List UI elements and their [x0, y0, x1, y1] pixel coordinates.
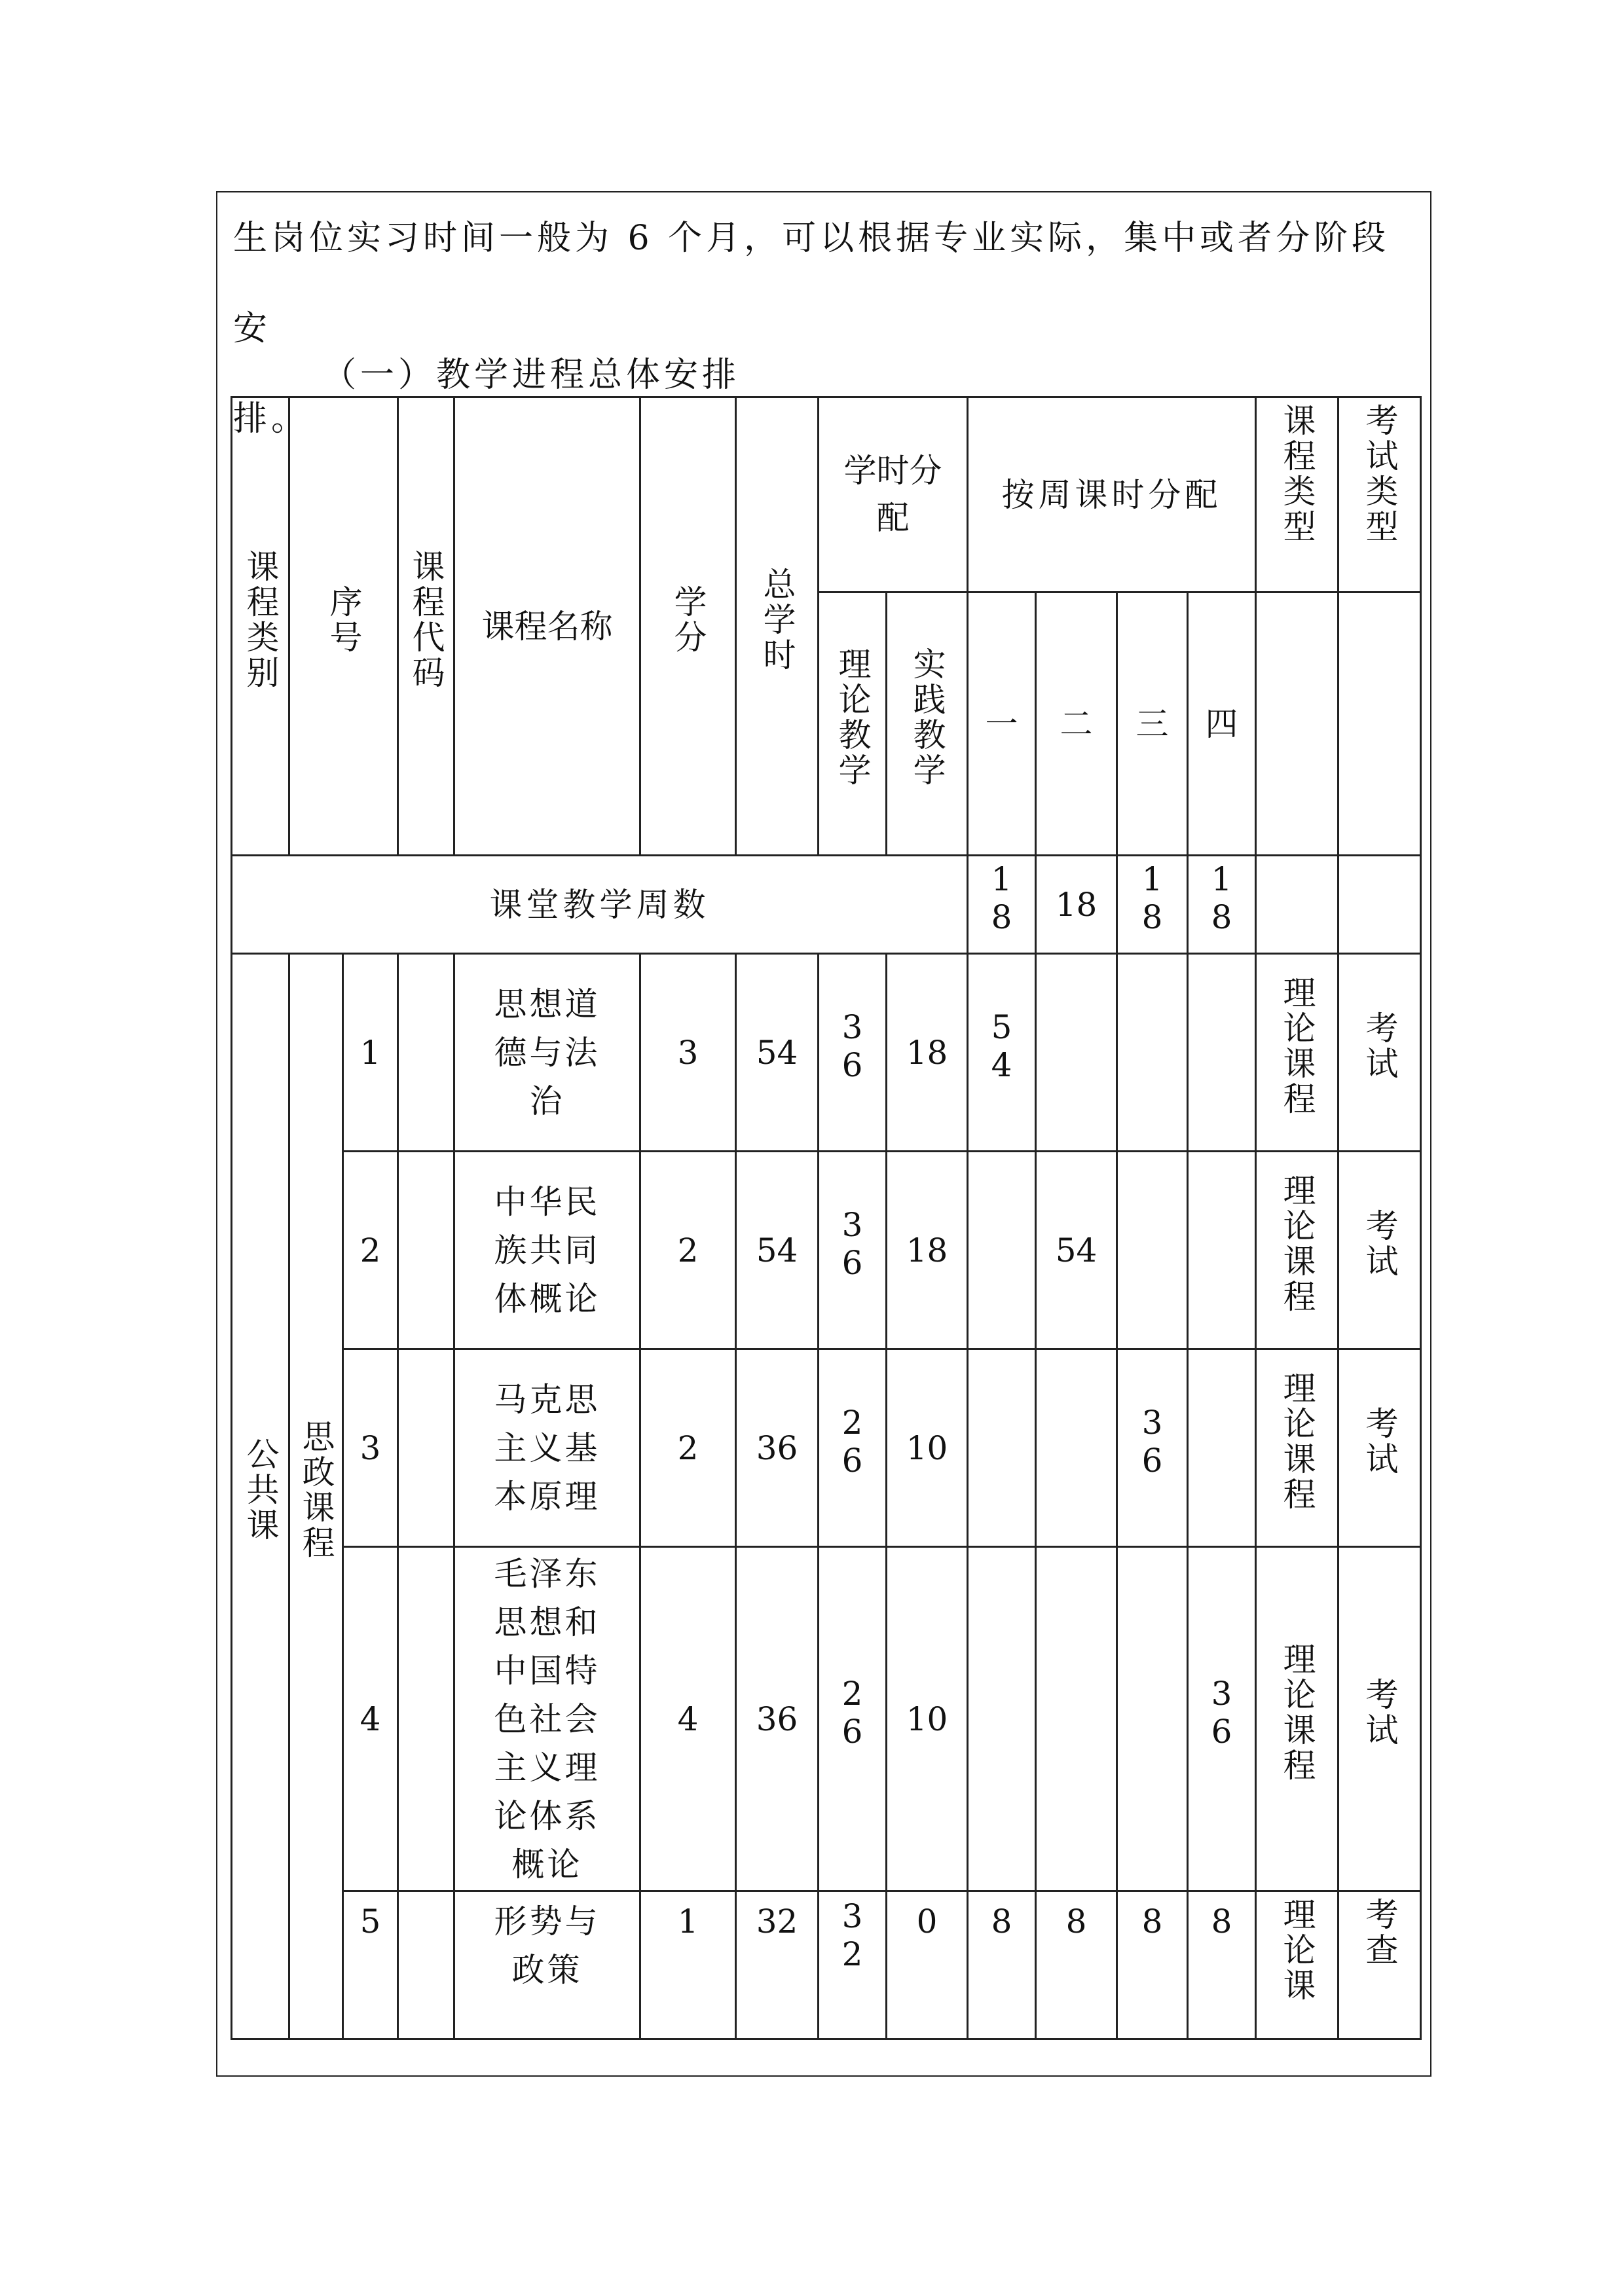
section-title: （一）教学进程总体安排: [322, 355, 741, 395]
subgroup-cell: 思政课程: [289, 954, 343, 2039]
header-practice: 实践教学: [887, 592, 968, 856]
weeks-exam-empty: [1338, 856, 1421, 954]
table-row: [232, 1349, 1421, 1547]
row-credit: 2: [640, 1152, 736, 1349]
weeks-sem-2: 18: [1036, 856, 1117, 954]
row-credit: 1: [640, 1891, 736, 2039]
row-sem-2: [1036, 954, 1117, 1152]
row-course-type: 理论课: [1256, 1891, 1338, 2039]
weeks-row: [232, 856, 1421, 954]
row-seq: 2: [343, 1152, 398, 1349]
row-total: 36: [736, 1349, 819, 1547]
row-sem-1: [968, 1152, 1036, 1349]
row-seq: 1: [343, 954, 398, 1152]
row-name: 毛泽东思想和中国特色社会主义理论体系概论: [454, 1547, 640, 1891]
weeks-sem-4: 18: [1188, 856, 1256, 954]
row-total: 32: [736, 1891, 819, 2039]
row-sem-2: 8: [1036, 1891, 1117, 2039]
row-exam-type: 考试: [1338, 1152, 1421, 1349]
row-course-type: 理论课程: [1256, 1547, 1338, 1891]
row-sem-4: [1188, 1349, 1256, 1547]
group-cell: 公共课: [232, 954, 289, 2039]
table-row: [232, 1152, 1421, 1349]
header-credit: 学分: [640, 397, 736, 856]
row-credit: 3: [640, 954, 736, 1152]
header-exam-type: 考试类型: [1338, 397, 1421, 592]
row-theory: 26: [819, 1349, 887, 1547]
row-sem-1: 54: [968, 954, 1036, 1152]
header-exam-type-empty: [1338, 592, 1421, 856]
row-sem-3: 8: [1117, 1891, 1188, 2039]
header-name: 课程名称: [454, 397, 640, 856]
row-sem-1: [968, 1349, 1036, 1547]
row-sem-4: 8: [1188, 1891, 1256, 2039]
row-practice: 10: [887, 1349, 968, 1547]
row-practice: 18: [887, 954, 968, 1152]
teaching-schedule-table: [231, 396, 1422, 2040]
weeks-sem-1: 18: [968, 856, 1036, 954]
intro-line-2: 排。: [233, 399, 310, 439]
header-sem-2: 二: [1036, 592, 1117, 856]
row-total: 36: [736, 1547, 819, 1891]
row-total: 54: [736, 1152, 819, 1349]
row-course-type: 理论课程: [1256, 1152, 1338, 1349]
row-sem-1: [968, 1547, 1036, 1891]
row-sem-2: 54: [1036, 1152, 1117, 1349]
header-seq: 序号: [289, 397, 398, 856]
header-code: 课程代码: [398, 397, 454, 856]
row-sem-2: [1036, 1547, 1117, 1891]
weeks-label: 课堂教学周数: [232, 856, 968, 954]
header-sem-4: 四: [1188, 592, 1256, 856]
row-name: 形势与政策: [454, 1891, 640, 2039]
header-row-1: [232, 397, 1421, 592]
row-seq: 5: [343, 1891, 398, 2039]
header-sem-3: 三: [1117, 592, 1188, 856]
row-sem-3: 36: [1117, 1349, 1188, 1547]
header-course-type: 课程类型: [1256, 397, 1338, 592]
weeks-type-empty: [1256, 856, 1338, 954]
row-sem-4: [1188, 954, 1256, 1152]
row-total: 54: [736, 954, 819, 1152]
row-code: [398, 954, 454, 1152]
header-hour-split: 学时分配: [819, 397, 968, 592]
row-code: [398, 1891, 454, 2039]
table-row: [232, 1547, 1421, 1891]
row-practice: 0: [887, 1891, 968, 2039]
row-credit: 2: [640, 1349, 736, 1547]
row-sem-4: [1188, 1152, 1256, 1349]
row-exam-type: 考查: [1338, 1891, 1421, 2039]
weeks-sem-3: 18: [1117, 856, 1188, 954]
row-sem-2: [1036, 1349, 1117, 1547]
row-sem-3: [1117, 1152, 1188, 1349]
row-practice: 18: [887, 1152, 968, 1349]
header-weekly: 按周课时分配: [968, 397, 1256, 592]
intro-line-1: 生岗位实习时间一般为 6 个月，可以根据专业实际，集中或者分阶段安: [233, 219, 1390, 348]
row-exam-type: 考试: [1338, 1547, 1421, 1891]
row-theory: 36: [819, 1152, 887, 1349]
row-sem-3: [1117, 1547, 1188, 1891]
table-row: [232, 1891, 1421, 2039]
row-theory: 36: [819, 954, 887, 1152]
row-seq: 3: [343, 1349, 398, 1547]
row-sem-3: [1117, 954, 1188, 1152]
header-course-type-empty: [1256, 592, 1338, 856]
row-seq: 4: [343, 1547, 398, 1891]
row-exam-type: 考试: [1338, 954, 1421, 1152]
table-row: [232, 954, 1421, 1152]
row-theory: 32: [819, 1891, 887, 2039]
row-name: 思想道德与法治: [454, 954, 640, 1152]
header-sem-1: 一: [968, 592, 1036, 856]
header-total-hours: 总学时: [736, 397, 819, 856]
row-exam-type: 考试: [1338, 1349, 1421, 1547]
row-practice: 10: [887, 1547, 968, 1891]
row-sem-1: 8: [968, 1891, 1036, 2039]
row-name: 马克思主义基本原理: [454, 1349, 640, 1547]
row-credit: 4: [640, 1547, 736, 1891]
row-course-type: 理论课程: [1256, 954, 1338, 1152]
header-theory: 理论教学: [819, 592, 887, 856]
row-theory: 26: [819, 1547, 887, 1891]
row-course-type: 理论课程: [1256, 1349, 1338, 1547]
header-category: 课程类别: [232, 397, 289, 856]
row-sem-4: 36: [1188, 1547, 1256, 1891]
row-code: [398, 1547, 454, 1891]
row-code: [398, 1152, 454, 1349]
row-code: [398, 1349, 454, 1547]
row-name: 中华民族共同体概论: [454, 1152, 640, 1349]
